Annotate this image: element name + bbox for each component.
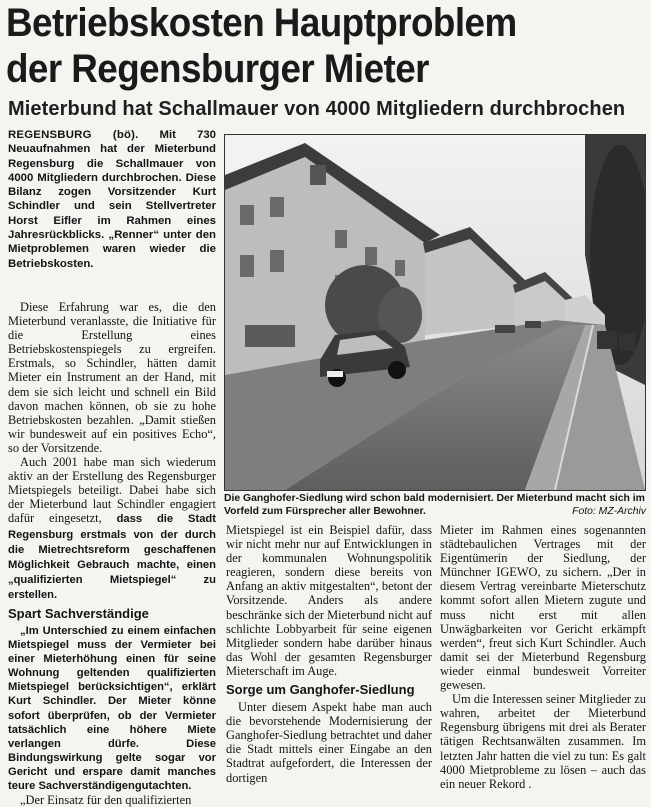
photo-caption <box>224 492 646 518</box>
lead-text: Mit 730 Neuaufnahmen hat der Mieterbund Regensburg die Schallmauer von 4000 Mitgliedern durchbrochen. Diese Bilanz zogen Vorsitzender Kurt Schindler und sein Stellvertreter Horst Eifler im Rahmen eines Jahresrückblicks. „Renner“ unter den Mietproblemen waren wieder die Betriebskosten. <box>8 129 216 270</box>
col1-paragraph-2 <box>8 455 216 602</box>
dateline: REGENSBURG (bö). <box>8 129 139 141</box>
lead-paragraph <box>8 128 216 271</box>
caption-text: Die Ganghofer-Siedlung wird schon bald modernisiert. Der Mieterbund macht sich im Vorfeld zum Fürsprecher aller Bewohner. <box>224 493 645 517</box>
col2-paragraph-2: Unter diesem Aspekt habe man auch die bevorstehende Modernisierung der Ganghofer-Siedlung betrachtet und daher die Stadt mittels einer Eingabe an den Stadtrat aufgefordert, die Interessen der dortigen <box>226 700 432 785</box>
headline-line-2: der Regensburger Mieter <box>6 47 429 91</box>
col1-paragraph-2-bold: dass die Stadt Regensburg erstmals von der durch die Mietrechtsreform geschaffenen Möglichkeit Gebrauch machte, einen „qualifizierten Mietspiegel“ zu erstellen. <box>8 513 216 601</box>
col1-paragraph-4: „Der Einsatz für den qualifizierten <box>20 793 192 807</box>
subhead-spart-sachverstaendige: Spart Sachverständige <box>8 605 149 621</box>
col2-paragraph-1: Mietspiegel ist ein Beispiel dafür, dass wir nicht mehr nur auf Entwicklungen in der kommunalen Wohnungspolitik reagieren, sondern diese bereits von Anfang an aktiv mitgestalten“, betont der Vorsitzende. Anders als andere beschränke sich der Mieterbund nicht auf schlichte Lobbyarbeit für seine eigenen Mitglieder sondern habe darüber hinaus das Wohl der gesamten Regensburger Mieterschaft im Auge. <box>226 523 432 678</box>
col1-paragraph-1: Diese Erfahrung war es, die den Mieterbund veranlasste, die Initiative für die Erstellung eines Betriebskostenspiegels zu ergreifen. Erstmals, so Schindler, hätten damit Mieter ein Instrument an der Hand, mit dem sie sich leicht und schnell ein Bild davon machen können, ob sie zu hohe Betriebskosten bezahlen. „Damit stießen wir bundesweit auf ein positives Echo“, so der Vorsitzende. <box>8 300 216 455</box>
photo-ganghofer-siedlung <box>224 134 646 491</box>
col1-paragraph-2-text: Auch 2001 habe man sich wiederum aktiv an der Erstellung des Regensburger Mietspiegels beteiligt. Dabei habe sich der Mieterbund laut Schindler engagiert dafür eingesetzt, <box>8 455 216 526</box>
column-1 <box>8 300 216 807</box>
column-2 <box>226 523 432 785</box>
col1-paragraph-3: „Im Unterschied zu einem einfachen Mietspiegel muss der Vermieter bei einer Mieterhöhung einen für seine Wohnung geltenden qualifizierten Mietspiegel berücksichtigen“, erklärt Kurt Schindler. Der Mieter könne sofort überprüfen, ob der Vermieter tatsächlich eine höhere Miete verlangen dürfe. Diese Bindungswirkung gelte sogar vor Gericht und erspare damit manches teure Sachverständigengutachten. <box>8 624 216 792</box>
photo-credit: Foto: MZ-Archiv <box>572 506 646 517</box>
subheadline: Mieterbund hat Schallmauer von 4000 Mitgliedern durchbrochen <box>8 98 626 120</box>
col3-paragraph-1: Mieter im Rahmen eines sogenannten städtebaulichen Vertrages mit der Eigentümerin der Siedlung, der Münchner IGEWO, zu sichern. „Der in diesem Vertrag vereinbarte Mieterschutz kommt sofort allen Mietern zugute und muss nicht erst mit allen Unwägbarkeiten vor Gericht erkämpft werden“, freut sich Kurt Schindler. Auch damit sei der Mieterbund Regensburg wieder einmal bundesweit Vorreiter gewesen. <box>440 523 646 693</box>
subhead-sorge-um-ganghofer-siedlung: Sorge um Ganghofer-Siedlung <box>226 682 415 698</box>
column-3 <box>440 523 646 791</box>
col3-paragraph-2: Um die Interessen seiner Mitglieder zu wahren, arbeitet der Mieterbund Regensburg übrigens mit drei als Berater tätigen Rechtsanwälten zusammen. Im letzten Jahr hatten die viel zu tun: Es galt 4000 Mietprobleme zu lösen – auch das ein neuer Rekord . <box>440 692 646 791</box>
street-photo-illustration <box>225 135 645 490</box>
headline-line-1: Betriebskosten Hauptproblem <box>6 1 517 45</box>
headline <box>6 0 595 92</box>
